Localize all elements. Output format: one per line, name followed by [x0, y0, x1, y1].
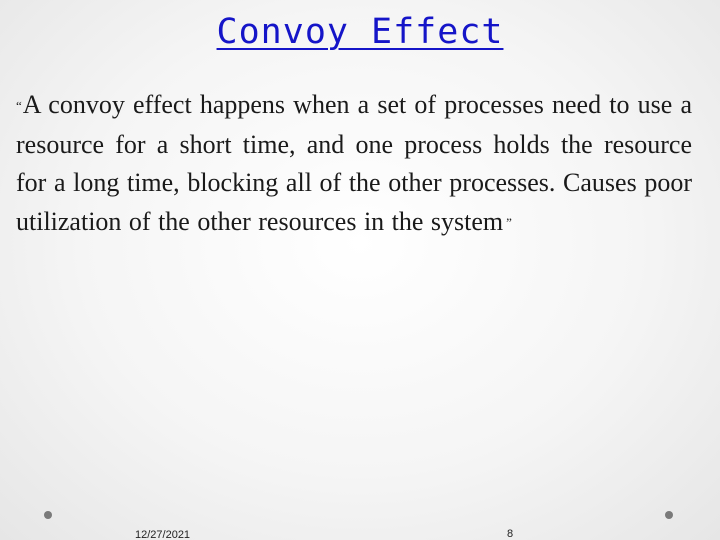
footer-page-number: 8: [507, 528, 514, 540]
decorative-dot-left: [44, 511, 52, 519]
slide-title: Convoy Effect: [216, 12, 504, 52]
close-quote-mark: ”: [506, 214, 512, 230]
body-paragraph: A convoy effect happens when a set of processes need to use a resource for a short time, and one process holds the resource for a long time, blocking all of the other processes. Causes poor utilization of the other resources in the system: [16, 90, 692, 236]
slide-body-text: [16, 86, 692, 242]
decorative-dot-right: [665, 511, 673, 519]
footer-date: 12/27/2021: [135, 529, 191, 540]
open-quote-mark: “: [16, 98, 22, 113]
